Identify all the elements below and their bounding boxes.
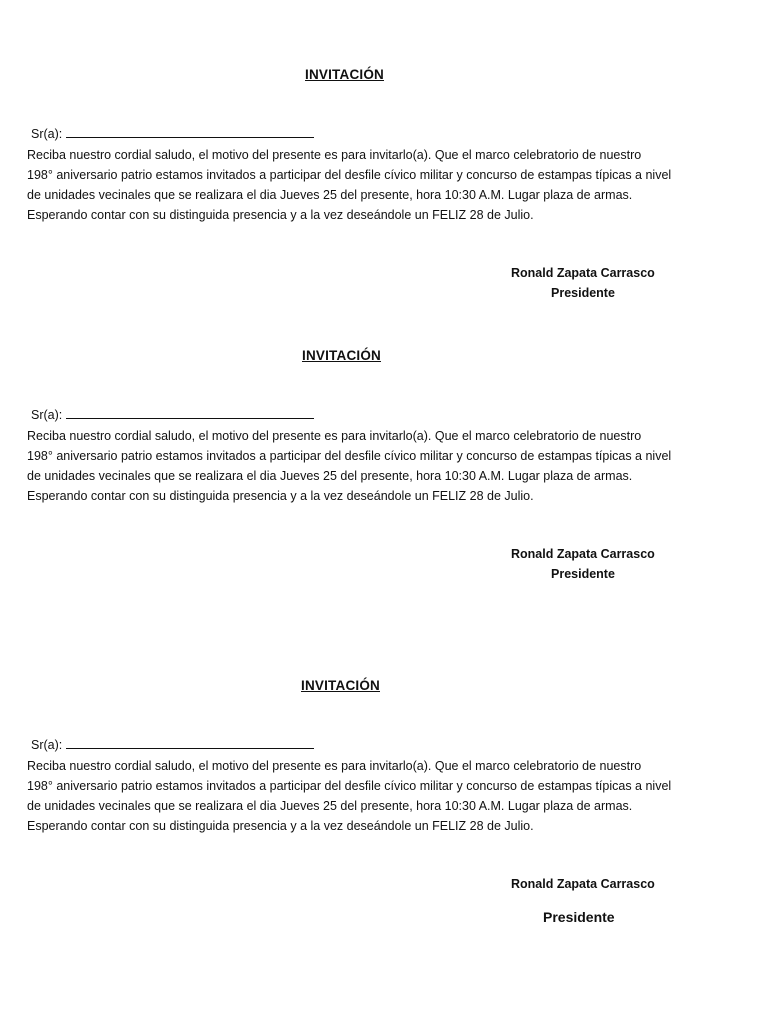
body-line: Esperando contar con su distinguida presencia y a la vez deseándole un FELIZ 28 de Julio. — [27, 489, 534, 503]
body-line: Reciba nuestro cordial saludo, el motivo del presente es para invitarlo(a). Que el marco celebratorio de nuestro — [27, 148, 642, 162]
signer-role: Presidente — [551, 567, 615, 581]
body-line: Reciba nuestro cordial saludo, el motivo del presente es para invitarlo(a). Que el marco celebratorio de nuestro — [27, 759, 642, 773]
recipient-label: Sr(a): — [31, 408, 63, 422]
body-line: de unidades vecinales que se realizara el dia Jueves 25 del presente, hora 10:30 A.M. Lugar plaza de armas. — [27, 799, 633, 813]
recipient-field — [31, 127, 314, 141]
signer-name: Ronald Zapata Carrasco — [511, 547, 655, 561]
body-line: de unidades vecinales que se realizara el dia Jueves 25 del presente, hora 10:30 A.M. Lugar plaza de armas. — [27, 188, 633, 202]
recipient-field — [31, 408, 314, 422]
invitation-title: INVITACIÓN — [302, 348, 381, 363]
recipient-blank-line — [66, 127, 314, 138]
signer-name: Ronald Zapata Carrasco — [511, 266, 655, 280]
body-line: 198° aniversario patrio estamos invitados a participar del desfile cívico militar y concurso de estampas típicas a nivel — [27, 168, 672, 182]
recipient-field — [31, 738, 314, 752]
invitation-body — [27, 426, 747, 506]
body-line: Esperando contar con su distinguida presencia y a la vez deseándole un FELIZ 28 de Julio. — [27, 819, 534, 833]
body-line: 198° aniversario patrio estamos invitados a participar del desfile cívico militar y concurso de estampas típicas a nivel — [27, 449, 672, 463]
body-line: Reciba nuestro cordial saludo, el motivo del presente es para invitarlo(a). Que el marco celebratorio de nuestro — [27, 429, 642, 443]
signer-name: Ronald Zapata Carrasco — [511, 877, 655, 891]
signer-role: Presidente — [551, 286, 615, 300]
body-line: Esperando contar con su distinguida presencia y a la vez deseándole un FELIZ 28 de Julio. — [27, 208, 534, 222]
recipient-label: Sr(a): — [31, 738, 63, 752]
invitation-title: INVITACIÓN — [305, 67, 384, 82]
recipient-blank-line — [66, 738, 314, 749]
signer-role: Presidente — [543, 909, 615, 925]
invitation-body — [27, 145, 747, 225]
recipient-blank-line — [66, 408, 314, 419]
invitation-title: INVITACIÓN — [301, 678, 380, 693]
invitation-body — [27, 756, 747, 836]
recipient-label: Sr(a): — [31, 127, 63, 141]
body-line: de unidades vecinales que se realizara el dia Jueves 25 del presente, hora 10:30 A.M. Lugar plaza de armas. — [27, 469, 633, 483]
body-line: 198° aniversario patrio estamos invitados a participar del desfile cívico militar y concurso de estampas típicas a nivel — [27, 779, 672, 793]
